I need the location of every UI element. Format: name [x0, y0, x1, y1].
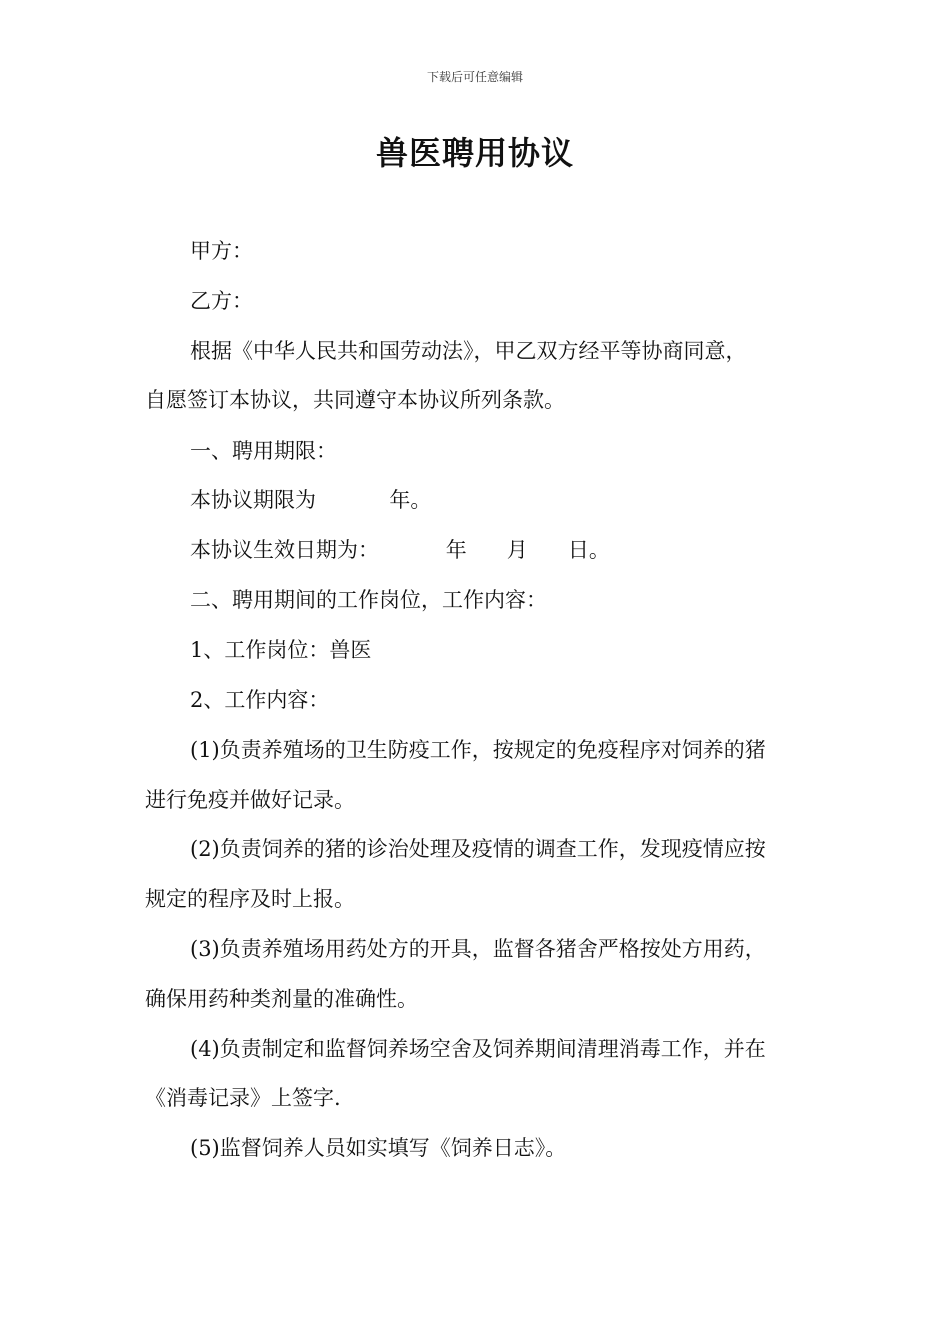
duty-item-4-line-1: (4)负责制定和监督饲养场空舍及饲养期间清理消毒工作，并在	[190, 1037, 766, 1061]
party-b-line: 乙方：	[190, 289, 253, 313]
duty-item-2-line-2: 规定的程序及时上报。	[145, 887, 355, 911]
duty-item-1-line-2: 进行免疫并做好记录。	[145, 788, 355, 812]
duty-item-1-line-1: (1)负责养殖场的卫生防疫工作，按规定的免疫程序对饲养的猪	[190, 738, 766, 762]
section-2-heading: 二、聘用期间的工作岗位，工作内容：	[190, 588, 547, 612]
duty-item-5-line: (5)监督饲养人员如实填写《饲养日志》。	[190, 1136, 567, 1160]
basis-paragraph-line-2: 自愿签订本协议，共同遵守本协议所列条款。	[145, 388, 565, 412]
party-a-line: 甲方：	[190, 239, 253, 263]
document-title: 兽医聘用协议	[375, 134, 574, 172]
duty-item-2-line-1: (2)负责饲养的猪的诊治处理及疫情的调查工作，发现疫情应按	[190, 837, 766, 861]
duty-item-3-line-1: (3)负责养殖场用药处方的开具，监督各猪舍严格按处方用药，	[190, 937, 766, 961]
duty-item-3-line-2: 确保用药种类剂量的准确性。	[145, 987, 418, 1011]
term-line: 本协议期限为 年。	[190, 488, 432, 512]
header-note: 下载后可任意编辑	[426, 70, 523, 84]
basis-paragraph-line-1: 根据《中华人民共和国劳动法》，甲乙双方经平等协商同意，	[190, 339, 747, 363]
position-line: 1、工作岗位：兽医	[190, 638, 372, 662]
duty-item-4-line-2: 《消毒记录》上签字.	[145, 1086, 341, 1110]
section-1-heading: 一、聘用期限：	[190, 439, 337, 463]
content-heading: 2、工作内容：	[190, 688, 330, 712]
effective-date-line: 本协议生效日期为： 年 月 日。	[190, 538, 610, 562]
